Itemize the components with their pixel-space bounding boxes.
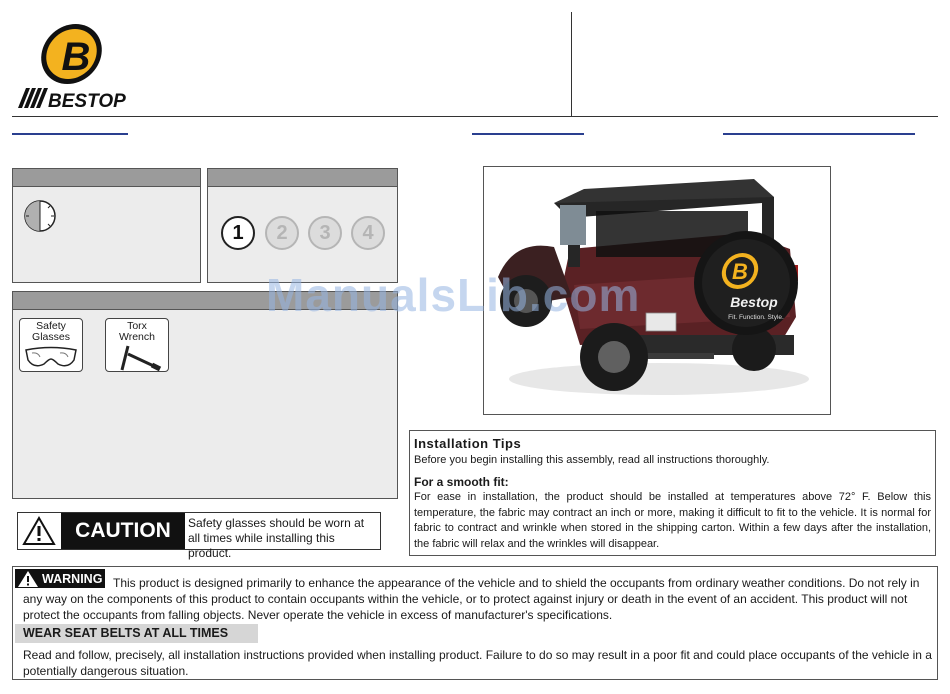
warning-text: This product is designed primarily to enhance the appearance of the vehicle and to shield the occupants from ordinary weather conditions. Do not rely in any way on the components of this product to contain occupants within the vehicle, or to protect against injury or death in the event of an accident. This product will not protect the occupants from falling objects. Never operate the vehicle in excess of manufacturer's specifications. xyxy=(23,576,920,622)
seatbelt-notice: WEAR SEAT BELTS AT ALL TIMES xyxy=(15,624,258,643)
caution-text: Safety glasses should be worn at all times while installing this product. xyxy=(188,516,365,560)
tire-brand: Bestop xyxy=(730,294,778,310)
time-panel-header xyxy=(13,169,200,187)
tool-safety-glasses xyxy=(19,318,83,372)
caution-box xyxy=(17,512,381,560)
tips-intro: Before you begin installing this assembly, read all instructions thoroughly. xyxy=(414,454,770,466)
warning-footer: Read and follow, precisely, all installation instructions provided when installing product. Failure to do so may result in a poor fit and could place occupants of the vehicle in a potentially dangerous situation. xyxy=(23,648,932,678)
tool-label: Torx Wrench xyxy=(119,320,155,343)
warning-label: WARNING xyxy=(42,571,103,586)
time-panel xyxy=(12,168,201,283)
torx-wrench-icon xyxy=(108,344,166,372)
skill-panel xyxy=(207,168,398,283)
skill-level-4: 4 xyxy=(351,216,385,250)
tips-body: For ease in installation, the product should be installed at temperatures above 72° F. Below this temperature, the fabric may contract an inch or more, making it difficult to fit to the vehicle. It is normal for fabric to contract and wrinkle when stored in the shipping carton. Within a few days after the installation, the fabric will relax and the wrinkles will disappear. xyxy=(414,491,931,550)
tips-subtitle: For a smooth fit: xyxy=(414,475,509,489)
warning-box xyxy=(12,566,938,680)
tips-title: Installation Tips xyxy=(414,436,522,451)
brand-logo xyxy=(12,22,130,112)
skill-level-3: 3 xyxy=(308,216,342,250)
logo-wordmark: BESTOP xyxy=(48,91,126,112)
tools-panel xyxy=(12,291,398,499)
header-divider xyxy=(571,12,572,116)
safety-glasses-icon xyxy=(22,344,80,372)
part-number-rule xyxy=(12,133,128,135)
skill-level-1: 1 xyxy=(221,216,255,250)
tool-label: Safety Glasses xyxy=(32,320,70,343)
tool-torx-wrench xyxy=(105,318,169,372)
tire-tagline: Fit. Function. Style. xyxy=(728,314,784,321)
date-rule xyxy=(723,133,915,135)
skill-panel-header xyxy=(208,169,397,187)
installation-tips-box xyxy=(409,430,936,556)
clock-icon xyxy=(23,199,57,238)
logo-letter: B xyxy=(61,35,91,79)
watermark: ManualsLib.com xyxy=(266,269,641,321)
header-rule xyxy=(12,116,938,117)
tire-logo-letter: B xyxy=(732,259,748,284)
caution-label: CAUTION xyxy=(61,513,185,549)
skill-level-2: 2 xyxy=(265,216,299,250)
caution-triangle-icon xyxy=(18,513,60,549)
model-rule xyxy=(472,133,584,135)
